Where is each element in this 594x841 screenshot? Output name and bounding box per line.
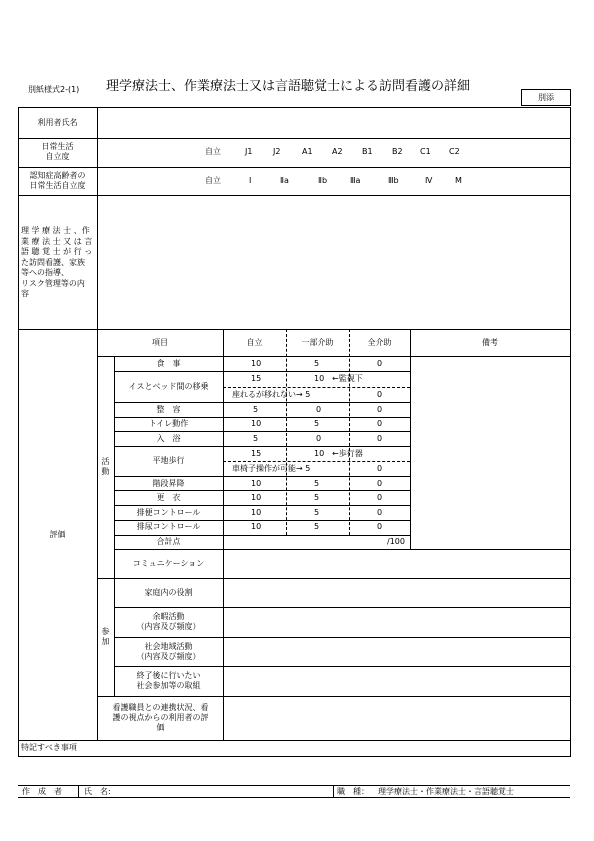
score: 0: [377, 493, 383, 502]
score: 10: [251, 493, 262, 502]
score: 10: [251, 359, 262, 368]
row-divider: [18, 138, 570, 139]
item-bladder: 排尿コントロール: [136, 522, 201, 531]
score: 5: [253, 405, 259, 414]
header-partial: 一部介助: [301, 338, 334, 347]
score: 15: [251, 374, 262, 383]
item-bowel: 排便コントロール: [136, 508, 201, 517]
level-item: B2: [392, 147, 403, 156]
author-label: 作 成 者: [22, 787, 62, 796]
form-frame: [18, 107, 571, 757]
level-item: Ⅰ: [249, 176, 252, 185]
user-name-label: 利用者氏名: [37, 118, 78, 127]
level-item: Ⅱa: [280, 176, 289, 185]
row-divider: [18, 329, 570, 330]
score: 0: [316, 405, 322, 414]
level-item: Ⅲb: [388, 176, 399, 185]
header-item: 項目: [152, 338, 168, 347]
grid-line: [223, 329, 224, 740]
score: 5: [253, 434, 259, 443]
score: 0: [377, 359, 383, 368]
grid-line: [114, 417, 410, 418]
score: 5: [314, 419, 320, 428]
row-divider: [18, 785, 570, 786]
grid-line: [114, 535, 410, 536]
item-meal: 食 事: [156, 359, 181, 368]
evaluation-label: 評価: [49, 530, 66, 539]
score: 0: [377, 464, 383, 473]
item-stairs: 階段昇降: [152, 479, 185, 488]
activity-label: 活 動: [101, 457, 110, 476]
participation-label: 参 加: [101, 627, 110, 646]
level-item: Ⅳ: [425, 176, 433, 185]
item-bathing: 入 浴: [156, 434, 181, 443]
score: 10: [251, 479, 262, 488]
note: ←監視下: [332, 374, 363, 383]
special-notes-label: 特記すべき事項: [21, 743, 77, 752]
footer-divider: [78, 785, 79, 797]
grid-line: [410, 329, 411, 549]
level-item: C2: [449, 147, 460, 156]
score: 5: [314, 479, 320, 488]
daily-life-label: 日常生活 自立度: [41, 142, 74, 161]
row-divider: [18, 797, 570, 798]
attachment-box: 別添: [521, 89, 571, 106]
score: 0: [377, 419, 383, 428]
level-item: M: [455, 176, 462, 185]
score: 5: [314, 522, 320, 531]
score: 0: [377, 508, 383, 517]
score: 0: [377, 522, 383, 531]
row-divider: [18, 195, 570, 196]
level-item: J1: [245, 147, 253, 156]
level-item: A1: [302, 147, 313, 156]
level-item: Ⅲa: [350, 176, 361, 185]
grid-line: [114, 431, 410, 432]
nursing-view-label: 看護職員との連携状況、看 護の視点からの利用者の評 価: [112, 703, 209, 732]
grid-line: [114, 505, 410, 506]
score: 15: [251, 449, 262, 458]
grid-line: [97, 578, 570, 579]
grid-line: [114, 371, 410, 372]
header-independent: 自立: [246, 338, 263, 347]
item-grooming: 整 容: [156, 405, 181, 414]
grid-line: [114, 402, 410, 403]
form-id: 別紙様式2-(1): [28, 85, 80, 94]
total-value: /100: [387, 537, 405, 546]
grid-line: [114, 637, 570, 638]
score: 0: [316, 434, 322, 443]
role-label: 職 種：: [337, 787, 369, 796]
grid-line: [114, 520, 410, 521]
guidance-label: 理 学 療 法 士 、作 業 療 法 士 又 は 言 語 聴 覚 士 が 行 っ た訪問看護、家族 等への指導、 リスク管理等の内 容: [21, 226, 93, 298]
footer-divider: [333, 785, 334, 797]
score: 10: [314, 374, 325, 383]
item-future: 終了後に行いたい 社会参加等の取組: [136, 671, 201, 690]
grid-line: [97, 356, 570, 357]
item-dressing: 更 衣: [156, 493, 181, 502]
score: 5: [314, 493, 320, 502]
level-item: B1: [362, 147, 373, 156]
level-item: 自立: [205, 176, 221, 185]
grid-line: [286, 329, 287, 535]
level-item: Ⅱb: [318, 176, 328, 185]
score: 0: [377, 390, 383, 399]
grid-line: [114, 549, 570, 550]
item-home-role: 家庭内の役割: [144, 588, 193, 597]
item-toilet: トイレ動作: [148, 419, 189, 428]
item-community: 社会地域活動 （内容及び頻度）: [136, 642, 201, 661]
grid-line: [114, 446, 410, 447]
level-item: C1: [420, 147, 431, 156]
total-label: 合計点: [156, 537, 181, 546]
grid-line: [223, 461, 410, 462]
role-value: 理学療法士・作業療法士・言語聴覚士: [378, 787, 514, 796]
item-leisure: 余暇活動 （内容及び頻度）: [136, 612, 201, 631]
score: 10: [251, 419, 262, 428]
note: 車椅子操作が可能→ 5: [232, 464, 311, 473]
grid-line: [223, 387, 410, 388]
score: 10: [251, 522, 262, 531]
grid-line: [114, 607, 570, 608]
score: 0: [377, 405, 383, 414]
score: 5: [314, 359, 320, 368]
item-communication: コミュニケーション: [132, 559, 205, 568]
note: 座れるが移れない→ 5: [232, 390, 311, 399]
grid-line: [114, 476, 410, 477]
score: 10: [251, 508, 262, 517]
dementia-label: 認知症高齢者の 日常生活自立度: [29, 171, 86, 190]
level-item: J2: [273, 147, 281, 156]
level-item: A2: [332, 147, 343, 156]
level-item: 自立: [205, 147, 221, 156]
grid-line: [97, 696, 570, 697]
grid-line: [349, 329, 350, 535]
score: 10: [314, 449, 325, 458]
header-remarks: 備考: [482, 338, 498, 347]
row-divider: [18, 167, 570, 168]
note: ←歩行器: [332, 449, 363, 458]
header-full: 全介助: [367, 338, 392, 347]
name-label: 氏 名:: [84, 787, 111, 796]
item-walking: 平地歩行: [152, 456, 185, 465]
score: 0: [377, 434, 383, 443]
page-title: 理学療法士、作業療法士又は言語聴覚士による訪問看護の詳細: [106, 79, 471, 94]
score: 0: [377, 479, 383, 488]
score: 5: [314, 508, 320, 517]
grid-line: [114, 666, 570, 667]
row-divider: [18, 740, 570, 741]
grid-line: [114, 490, 410, 491]
item-transfer: イスとベッド間の移乗: [128, 382, 209, 391]
